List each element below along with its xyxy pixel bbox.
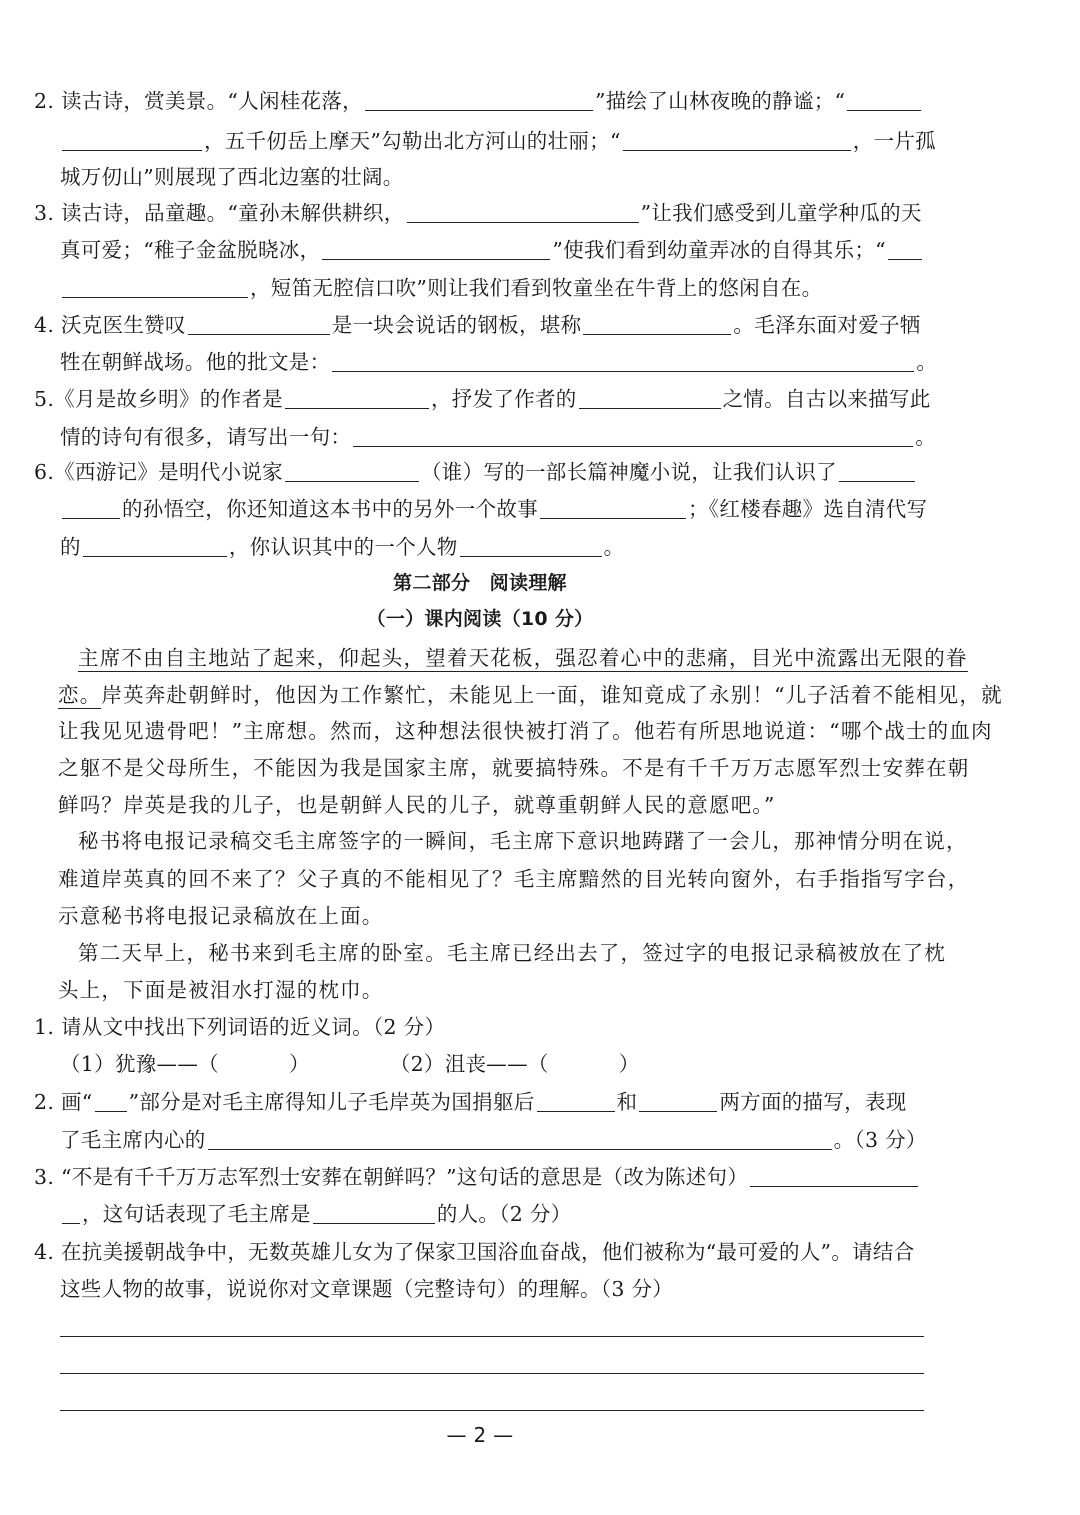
rq2-text: 2. 画“ [34,1090,93,1114]
answer-blank[interactable] [62,1203,80,1224]
q4-text: 。毛泽东面对爱子牺 [733,313,921,337]
answer-line[interactable] [60,1336,924,1337]
rq3-line-1 [34,1162,920,1192]
paren: ） [288,1052,310,1076]
q2-line-2 [60,126,936,156]
rq1-item-b: （2）沮丧——（ [389,1052,549,1076]
q3-text: 真可爱；“稚子金盆脱晓冰， [60,238,321,262]
q5-text: 之情。自古以来描写此 [722,387,931,411]
answer-blank[interactable] [750,1166,918,1187]
rq2-line-2 [60,1125,927,1155]
answer-blank[interactable] [839,461,915,482]
passage-line: 第二天早上，秘书来到毛主席的卧室。毛主席已经出去了，签过字的电报记录稿被放在了枕 [78,941,946,965]
answer-blank[interactable] [62,498,120,519]
paren: ） [618,1052,640,1076]
q3-line-2 [60,235,924,265]
answer-blank[interactable] [460,536,602,557]
passage-line: 示意秘书将电报记录稿放在上面。 [58,904,384,928]
passage-line [78,643,968,673]
rq1-item-a: （1）犹豫——（ [60,1052,219,1076]
q3-text: 3. 读古诗，品童趣。“童孙未解供耕织， [34,201,405,225]
q2-line-3: 城万仞山”则展现了西北边塞的壮阔。 [60,165,404,189]
rq1-items [60,1049,640,1079]
passage-line: 头上，下面是被泪水打湿的枕巾。 [58,978,384,1002]
answer-blank[interactable] [313,1203,435,1224]
q6-text: 。 [603,535,625,559]
q2-text: ，一片孤 [852,129,936,153]
q5-text: 。 [915,425,937,449]
q6-line-2 [60,494,927,524]
q6-text: （谁）写的一部长篇神魔小说，让我们认识了 [420,460,837,484]
answer-blank[interactable] [208,1129,832,1150]
answer-blank[interactable] [540,498,686,519]
rq4-line-1: 4. 在抗美援朝战争中，无数英雄儿女为了保家卫国浴血奋战，他们被称为“最可爱的人”。请结合 [34,1240,915,1264]
answer-blank[interactable] [62,277,248,298]
passage-line: 让我见见遗骨吧！”主席想。然而，这种想法很快被打消了。他若有所思地说道：“哪个战士的血肉 [58,719,993,743]
answer-blank[interactable] [579,388,721,409]
rq2-line-1 [34,1087,907,1117]
section-subtitle: （一）课内阅读（10 分） [366,608,594,630]
answer-blank[interactable] [888,239,922,260]
q2-text: ，五千仞岳上摩天”勾勒出北方河山的壮丽；“ [204,129,621,153]
answer-blank[interactable] [583,314,731,335]
q3-line-3 [60,273,822,303]
rq2-text: ”部分是对毛主席得知儿子毛岸英为国捐躯后 [128,1090,535,1114]
q5-text: 情的诗句有很多，请写出一句： [60,425,352,449]
q6-line-3 [60,532,624,562]
q4-text: 牲在朝鲜战场。他的批文是： [60,350,331,374]
rq3-text: ，这句话表现了毛主席是 [82,1202,311,1226]
q2-text: ”描绘了山林夜晚的静谧；“ [594,89,846,113]
q6-text: 的 [60,535,81,559]
passage-line: 之躯不是父母所生，不能因为我是国家主席，就要搞特殊。不是有千千万万志愿军烈士安葬在朝 [58,756,970,780]
answer-blank[interactable] [365,90,593,111]
rq3-text: 3. “不是有千千万万志军烈士安葬在朝鲜吗？”这句话的意思是（改为陈述句） [34,1165,749,1189]
answer-blank[interactable] [407,202,639,223]
answer-blank[interactable] [188,314,330,335]
section-title: 第二部分 阅读理解 [393,572,567,594]
answer-blank[interactable] [623,130,851,151]
answer-line[interactable] [60,1410,924,1411]
page-number: — 2 — [446,1423,514,1447]
answer-blank[interactable] [285,388,429,409]
answer-blank[interactable] [353,426,913,447]
rq2-text: 了毛主席内心的 [60,1128,206,1152]
q5-text: 5.《月是故乡明》的作者是 [34,387,283,411]
rq3-text: 的人。（2 分） [436,1202,572,1226]
answer-blank[interactable] [332,351,914,372]
q6-text: 6.《西游记》是明代小说家 [34,460,283,484]
rq2-text: 两方面的描写，表现 [719,1090,907,1114]
q5-line-2 [60,422,936,452]
q3-line-1 [34,198,922,228]
q4-line-2 [60,347,937,377]
passage-line: 秘书将电报记录稿交毛主席签字的一瞬间，毛主席下意识地踌躇了一会儿，那神情分明在说， [78,829,968,853]
q4-text: 4. 沃克医生赞叹 [34,313,186,337]
answer-blank[interactable] [285,461,419,482]
underlined-passage: 主席不由自主地站了起来，仰起头，望着天花板，强忍着心中的悲痛，目光中流露出无限的眷 [78,646,968,670]
rq2-text: 。（3 分） [833,1128,927,1152]
passage-line: 鲜吗？岸英是我的儿子，也是朝鲜人民的儿子，就尊重朝鲜人民的意愿吧。” [58,793,776,817]
q6-text: ；《红楼春趣》选自清代写 [688,497,928,521]
q3-text: ，短笛无腔信口吹”则让我们看到牧童坐在牛背上的悠闲自在。 [250,276,823,300]
q6-text: 的孙悟空，你还知道这本书中的另外一个故事 [122,497,538,521]
answer-blank[interactable] [639,1091,717,1112]
q4-line-1 [34,310,921,340]
q3-text: ”使我们看到幼童弄冰的自得其乐；“ [552,238,886,262]
answer-blank[interactable] [322,239,550,260]
q4-text: 。 [916,350,938,374]
answer-blank[interactable] [847,90,921,111]
underlined-passage: 恋。 [58,683,102,707]
q6-text: ，你认识其中的一个人物 [228,535,458,559]
answer-blank[interactable] [62,130,202,151]
passage-text: 岸英奔赴朝鲜时，他因为工作繁忙，未能见上一面，谁知竟成了永别！“儿子活着不能相见，就 [101,683,1003,707]
rq3-line-2 [60,1199,572,1229]
q5-text: ，抒发了作者的 [430,387,577,411]
rq1-stem: 1. 请从文中找出下列词语的近义词。（2 分） [34,1015,446,1039]
q4-text: 是一块会说话的钢板，堪称 [331,313,582,337]
passage-line [58,680,1003,710]
rq2-text: 和 [616,1090,638,1114]
q2-line-1 [34,86,923,116]
answer-blank[interactable] [95,1091,127,1112]
q5-line-1 [34,384,931,414]
answer-line[interactable] [60,1373,924,1374]
q2-text: 2. 读古诗，赏美景。“人闲桂花落， [34,89,363,113]
answer-blank[interactable] [537,1091,615,1112]
rq4-line-2: 这些人物的故事，说说你对文章课题（完整诗句）的理解。（3 分） [60,1277,674,1301]
q3-text: ”让我们感受到儿童学种瓜的天 [640,201,922,225]
passage-line: 难道岸英真的回不来了？父子真的不能相见了？毛主席黯然的目光转向窗外，右手指指写字台， [58,867,970,891]
answer-blank[interactable] [83,536,227,557]
q6-line-1 [34,457,917,487]
